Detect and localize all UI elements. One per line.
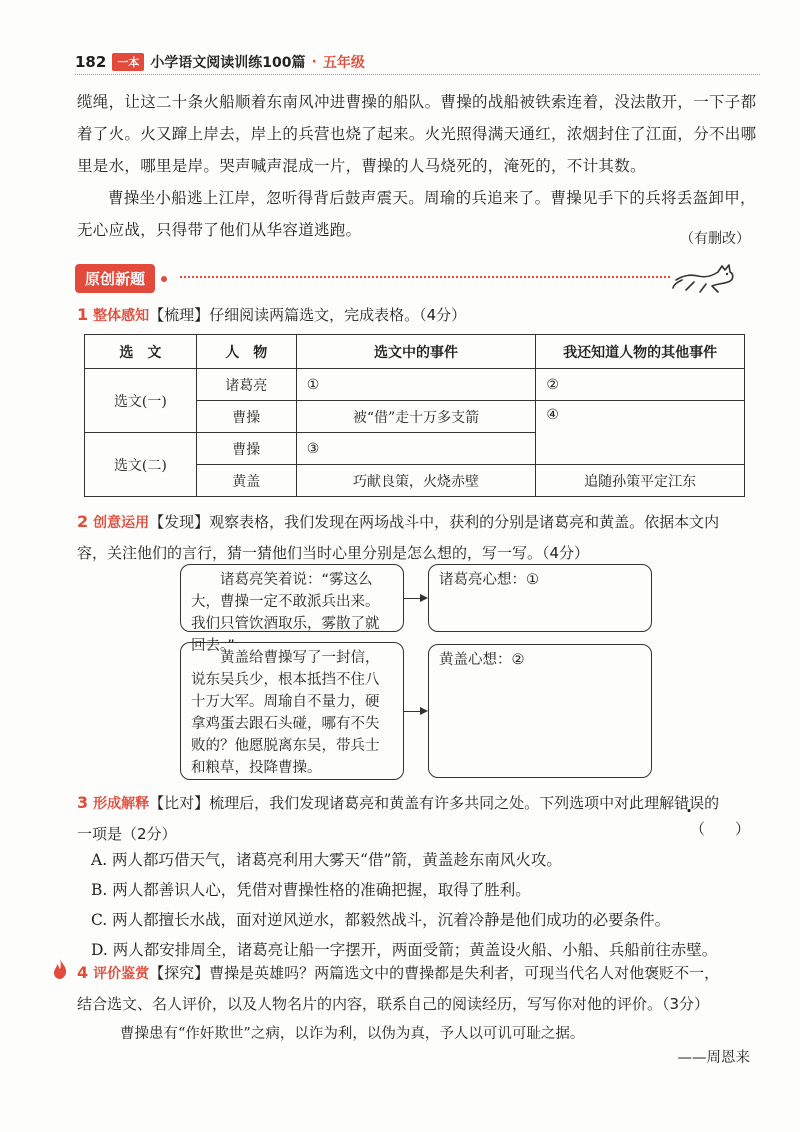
zhuge-quote-box (180, 564, 404, 654)
cell-event: 巧献良策，火烧赤壁 (296, 465, 536, 497)
cell-person: 曹操 (196, 401, 296, 433)
question-2 (77, 507, 757, 568)
banner-dotted-line (180, 276, 670, 278)
question-4 (77, 958, 757, 1019)
q4-prompt-line2: 结合选文、名人评价，以及人物名片的内容，联系自己的阅读经历，写写你对他的评价。（3分） (77, 995, 710, 1013)
q4-number: 4 (77, 963, 89, 982)
header-character: 人 物 (196, 335, 296, 369)
option-c[interactable]: C. 两人都擅长水战，面对逆风逆水，都毅然战斗，沉着冷静是他们成功的必要条件。 (91, 911, 671, 929)
huanggai-quote-box (180, 642, 404, 780)
section-banner (75, 264, 167, 293)
question-3 (77, 788, 757, 849)
page-number: 182 (75, 53, 107, 71)
grade-label: 五年级 (322, 55, 365, 71)
cell-person: 黄盖 (196, 465, 296, 497)
table-row (85, 369, 745, 401)
q2-tag: 创意运用 (93, 515, 150, 531)
q2-prompt-line2: 容，关注他们的言行，猜一猜他们当时心里分别是怎么想的，写一写。（4分） (77, 544, 590, 562)
edit-note: （有删改） (680, 231, 750, 247)
quote-author: ——周恩来 (677, 1050, 750, 1066)
arrow-right-icon (404, 598, 426, 599)
cell-person: 曹操 (196, 433, 296, 465)
table-header-row (85, 335, 745, 369)
row-group-2: 选文(二) (85, 433, 197, 497)
story-paragraph-1: 缆绳，让这二十条火船顺着东南风冲进曹操的船队。曹操的战船被铁索连着，没法散开，一下子都着了火。火又蹿上岸去，岸上的兵营也烧了起来。火光照得满天通红，浓烟封住了江面，分不出哪里是水，哪里是岸。哭声喊声混成一片，曹操的人马烧死的，淹死的，不计其数。 (77, 93, 757, 175)
summary-table (84, 334, 745, 497)
header-selection: 选 文 (85, 335, 197, 369)
arrow-right-icon (404, 711, 426, 712)
q1-prompt: 【梳理】仔细阅读两篇选文，完成表格。（4分） (149, 306, 467, 324)
q3-emphasis: 错误 (674, 794, 705, 812)
cell-event: 被“借”走十万多支箭 (296, 401, 536, 433)
header-other-events: 我还知道人物的其他事件 (536, 335, 745, 369)
cell-person: 诸葛亮 (196, 369, 296, 401)
section-title: 原创新题 (75, 264, 155, 293)
zhuge-thought-box[interactable] (428, 564, 652, 632)
story-text (77, 86, 757, 246)
q1-number: 1 (77, 305, 89, 324)
answer-blank-2[interactable]: ② (536, 369, 745, 401)
book-title: 小学语文阅读训练100篇 (150, 55, 306, 71)
option-d[interactable]: D. 两人都安排周全，诸葛亮让船一字摆开，两面受箭；黄盖设火船、小船、兵船前往赤壁。 (91, 941, 718, 959)
q3-prompt-a: 【比对】梳理后，我们发现诸葛亮和黄盖有许多共同之处。下列选项中对此理解 (149, 794, 675, 812)
running-cat-icon (672, 254, 742, 294)
q3-prompt-line2: 一项是（2分） (77, 825, 177, 843)
q2-prompt-line1: 【发现】观察表格，我们发现在两场战斗中，获利的分别是诸葛亮和黄盖。依据本文内 (149, 513, 720, 531)
q2-number: 2 (77, 512, 89, 531)
huanggai-quote: 黄盖给曹操写了一封信，说东吴兵少，根本抵挡不住八十万大军。周瑜自不量力，硬拿鸡蛋去跟石头碰，哪有不失败的？他愿脱离东吴，带兵士和粮草，投降曹操。 (191, 650, 380, 776)
q3-prompt-c: 的 (704, 794, 720, 812)
answer-blank-3[interactable]: ③ (296, 433, 536, 465)
story-paragraph-2: 曹操坐小船逃上江岸，忽听得背后鼓声震天。周瑜的兵追来了。曹操见手下的兵将丢盔卸甲，无心应战，只得带了他们从华容道逃跑。 (77, 189, 756, 239)
zhuge-quote: 诸葛亮笑着说：“雾这么大，曹操一定不敢派兵出来。我们只管饮酒取乐，雾散了就回去。” (191, 572, 380, 654)
q1-tag: 整体感知 (93, 308, 150, 324)
q3-number: 3 (77, 793, 89, 812)
question-1 (77, 300, 757, 331)
header-divider (75, 74, 760, 75)
huanggai-thought-box[interactable] (428, 644, 652, 778)
flame-icon (52, 958, 68, 980)
q4-prompt-line1: 【探究】曹操是英雄吗？两篇选文中的曹操都是失利者，可现当代名人对他褒贬不一， (149, 964, 720, 982)
answer-parentheses[interactable]: （ ） (689, 820, 750, 838)
option-a[interactable]: A. 两人都巧借天气，诸葛亮利用大雾天“借”箭，黄盖趁东南风火攻。 (91, 851, 562, 869)
page-header (75, 52, 365, 72)
answer-blank-4[interactable]: ④ (536, 401, 745, 465)
q3-tag: 形成解释 (93, 796, 150, 812)
option-b[interactable]: B. 两人都善识人心，凭借对曹操性格的准确把握，取得了胜利。 (91, 881, 531, 899)
cell-other: 追随孙策平定江东 (536, 465, 745, 497)
separator: · (311, 54, 317, 70)
zhuge-thought: 诸葛亮心想：① (439, 572, 539, 588)
answer-blank-1[interactable]: ① (296, 369, 536, 401)
banner-dot (161, 276, 167, 282)
header-event: 选文中的事件 (296, 335, 536, 369)
q4-tag: 评价鉴赏 (93, 966, 150, 982)
row-group-1: 选文(一) (85, 369, 197, 433)
famous-quote: 曹操患有“作奸欺世”之病，以诈为利，以伪为真，予人以可讥可耻之据。 (120, 1026, 585, 1042)
brand-logo: 一本 (112, 53, 144, 71)
huanggai-thought: 黄盖心想：② (439, 652, 525, 668)
